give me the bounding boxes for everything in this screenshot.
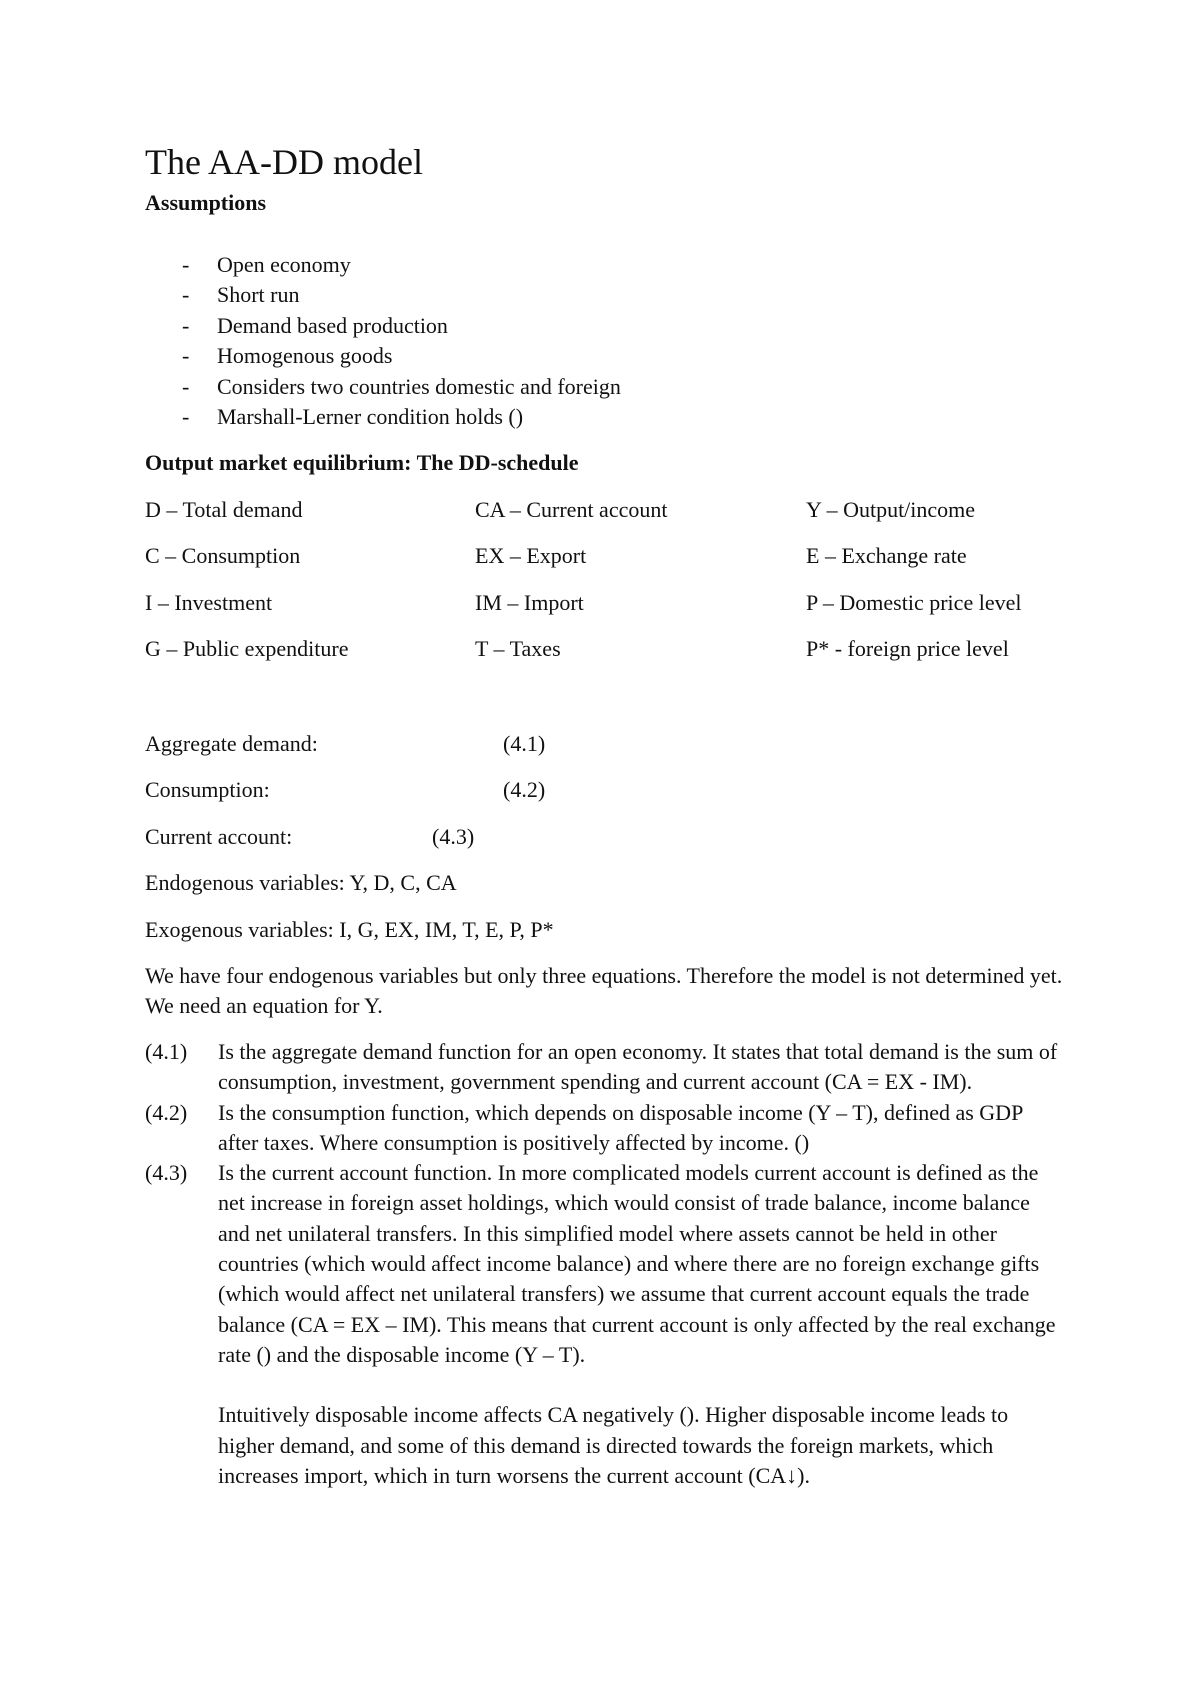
- definition-cell: E – Exchange rate: [806, 543, 967, 569]
- equation-label: Consumption:: [145, 777, 270, 802]
- definition-cell: CA – Current account: [475, 497, 668, 522]
- equation-number: (4.3): [432, 824, 475, 849]
- dd-schedule-heading: Output market equilibrium: The DD-schedule: [145, 450, 579, 475]
- determination-note: We have four endogenous variables but only three equations. Therefore the model is not determined yet. We need an equation for Y.: [145, 963, 1063, 1018]
- list-item: [145, 280, 621, 310]
- list-item-text: Marshall-Lerner condition holds (): [217, 403, 524, 429]
- definition-cell: T – Taxes: [475, 636, 561, 662]
- definition-row: [145, 588, 1075, 634]
- equation-number: (4.1): [503, 731, 546, 756]
- definition-cell: P – Domestic price level: [806, 589, 1022, 615]
- definition-cell: D – Total demand: [145, 497, 303, 522]
- bullet-dash: -: [182, 312, 190, 338]
- explanation-number: (4.1): [145, 1039, 188, 1064]
- definition-cell: Y – Output/income: [806, 497, 976, 522]
- assumptions-heading: Assumptions: [145, 190, 267, 215]
- equation-label: Current account:: [145, 824, 293, 849]
- explanation-item: [145, 1037, 1075, 1098]
- bullet-dash: -: [182, 282, 190, 308]
- definition-cell: G – Public expenditure: [145, 636, 349, 662]
- exogenous-variables: Exogenous variables: I, G, EX, IM, T, E, P, P*: [145, 917, 554, 942]
- definition-cell: EX – Export: [475, 543, 587, 569]
- intuition-paragraph: [145, 1400, 1075, 1491]
- bullet-dash: -: [182, 343, 190, 369]
- equation-line-current-account: [145, 822, 1075, 852]
- assumptions-list: [145, 250, 621, 432]
- definition-cell: I – Investment: [145, 589, 273, 615]
- list-item: [145, 341, 621, 371]
- list-item: [145, 250, 621, 280]
- equation-line-consumption: [145, 775, 1075, 805]
- equation-number: (4.2): [503, 777, 546, 802]
- list-item-text: Demand based production: [217, 312, 448, 338]
- explanation-number: (4.2): [145, 1099, 188, 1125]
- definition-cell: P* - foreign price level: [806, 636, 1009, 662]
- list-item: [145, 372, 621, 402]
- variable-definitions: [145, 495, 1075, 681]
- list-item-text: Open economy: [217, 252, 351, 277]
- bullet-dash: -: [182, 403, 190, 429]
- list-item-text: Homogenous goods: [217, 343, 393, 369]
- explanation-text: Is the aggregate demand function for an open economy. It states that total demand is the sum of consumption, investment, government spending and current account (CA = EX - IM).: [218, 1039, 1058, 1095]
- equation-explanations: [145, 1037, 1075, 1491]
- explanation-text: Is the current account function. In more complicated models current account is defined as the net increase in foreign asset holdings, which would consist of trade balance, income balance and net unilateral transfers. In this simplified model where assets cannot be held in other countries (which would affect income balance) and where there are no foreign exchange gifts (which would affect net unilateral transfers) we assume that current account equals the trade balance (CA = EX – IM). This means that current account is only affected by the real exchange rate () and the disposable income (Y – T).: [218, 1160, 1056, 1367]
- endogenous-variables: Endogenous variables: Y, D, C, CA: [145, 870, 457, 895]
- page-title: The AA-DD model: [145, 142, 423, 182]
- definition-cell: IM – Import: [475, 589, 584, 615]
- equation-line-aggregate-demand: [145, 729, 1075, 759]
- list-item-text: Considers two countries domestic and foreign: [217, 373, 621, 399]
- explanation-number: (4.3): [145, 1160, 188, 1186]
- list-item: [145, 402, 621, 432]
- bullet-dash: -: [182, 373, 190, 399]
- explanation-item: [145, 1098, 1075, 1159]
- definition-row: [145, 634, 1075, 680]
- definition-row: [145, 541, 1075, 587]
- intuition-text: Intuitively disposable income affects CA negatively (). Higher disposable income leads to higher demand, and some of this demand is directed towards the foreign markets, which increases import, which in turn worsens the current account (CA↓).: [218, 1402, 1009, 1488]
- equation-label: Aggregate demand:: [145, 731, 318, 756]
- explanation-item: [145, 1158, 1075, 1370]
- definition-row: [145, 495, 1075, 541]
- list-item-text: Short run: [217, 282, 300, 308]
- bullet-dash: -: [182, 252, 190, 277]
- definition-cell: C – Consumption: [145, 543, 301, 569]
- explanation-text: Is the consumption function, which depends on disposable income (Y – T), defined as GDP after taxes. Where consumption is positively affected by income. (): [218, 1099, 1023, 1155]
- list-item: [145, 311, 621, 341]
